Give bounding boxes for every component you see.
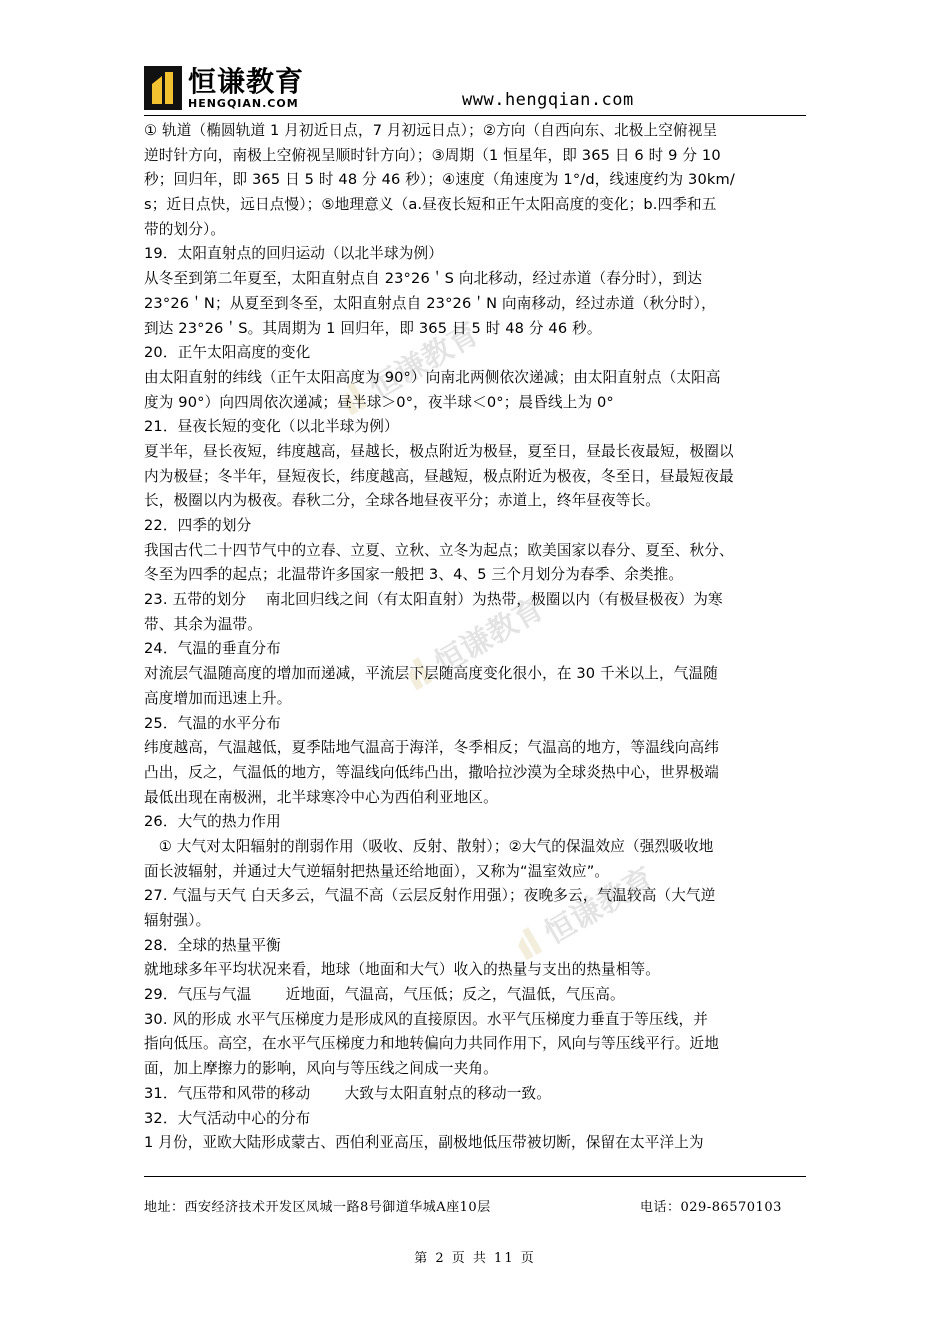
logo-mark-icon [144,66,182,110]
site-url[interactable]: www.hengqian.com [462,90,634,110]
section-heading: 30. 风的形成 水平气压梯度力是形成风的直接原因。水平气压梯度力垂直于等压线，并 [144,1010,709,1028]
page-number: 第 2 页 共 11 页 [414,1251,536,1266]
text-line: 秒；回归年，即 365 日 5 时 48 分 46 秒）；④速度（角速度为 1°/d，线速度约为 30km/ [144,171,735,189]
document-body [144,119,808,1169]
text-line: 凸出，反之，气温低的地方，等温线向低纬凸出，撒哈拉沙漠为全球炎热中心，世界极端 [144,763,720,781]
section-heading: 23. 五带的划分 南北回归线之间（有太阳直射）为热带，极圈以内（有极昼极夜）为寒 [144,591,723,609]
text-line: 23°26＇N；从夏至到冬至，太阳直射点自 23°26＇N 向南移动，经过赤道（秋分时）， [144,294,716,312]
text-line: 1 月份，亚欧大陆形成蒙古、西伯利亚高压，副极地低压带被切断，保留在太平洋上为 [144,1134,704,1152]
text-line: 从冬至到第二年夏至，太阳直射点自 23°26＇S 向北移动，经过赤道（春分时），到达 [144,270,703,288]
text-line: 指向低压。高空，在水平气压梯度力和地转偏向力共同作用下，风向与等压线平行。近地 [144,1035,720,1053]
logo [144,66,344,112]
page-header [144,60,806,116]
text-line: 就地球多年平均状况来看，地球（地面和大气）收入的热量与支出的热量相等。 [144,961,661,979]
text-line: ① 轨道（椭圆轨道 1 月初近日点，7 月初远日点）；②方向（自西向东、北极上空俯视呈 [144,122,718,139]
text-line: 由太阳直射的纬线（正午太阳高度为 90°）向南北两侧依次递减；由太阳直射点（太阳高 [144,368,721,386]
section-heading: 32．大气活动中心的分布 [144,1109,311,1127]
text-line: 长，极圈以内为极夜。春秋二分，全球各地昼夜平分；赤道上，终年昼夜等长。 [144,492,661,510]
logo-english-text: HENGQIAN.COM [188,97,299,110]
footer-phone: 电话：029-86570103 [640,1200,782,1215]
footer-divider [144,1176,806,1177]
text-line: 冬至为四季的起点；北温带许多国家一般把 3、4、5 三个月划分为春季、余类推。 [144,566,684,584]
watermark-text: 恒谦教育 [538,861,661,952]
text-line: s；近日点快，远日点慢）；⑤地理意义（a.昼夜长短和正午太阳高度的变化；b.四季和五 [144,196,717,214]
text-line: 带的划分）。 [144,220,226,238]
section-heading: 26．大气的热力作用 [144,813,281,831]
section-heading: 29．气压与气温 近地面，气温高，气压低；反之，气温低，气压高。 [144,986,625,1004]
watermark-text: 恒谦教育 [363,316,486,407]
text-line: 带、其余为温带。 [144,615,262,633]
text-line: 逆时针方向，南极上空俯视呈顺时针方向）；③周期（1 恒星年，即 365 日 6 时 9 分 10 [144,146,721,164]
text-line: 内为极昼；冬半年，昼短夜长，纬度越高，昼越短，极点附近为极夜，冬至日，昼最短夜最 [144,467,734,485]
text-line: 对流层气温随高度的增加而递减，平流层下层随高度变化很小，在 30 千米以上，气温随 [144,665,718,683]
text-line: 度为 90°）向四周依次递减；昼半球＞0°，夜半球＜0°；晨昏线上为 0° [144,393,614,411]
watermark-text: 恒谦教育 [428,591,551,682]
text-line: ① 大气对太阳辐射的削弱作用（吸收、反射、散射）；②大气的保温效应（强烈吸收地 [144,837,714,855]
text-line: 高度增加而迅速上升。 [144,689,292,707]
section-heading: 28．全球的热量平衡 [144,936,281,954]
text-line: 最低出现在南极洲，北半球寒冷中心为西伯利亚地区。 [144,788,498,806]
section-heading: 21．昼夜长短的变化（以北半球为例） [144,418,399,436]
text-line: 面长波辐射，并通过大气逆辐射把热量还给地面），又称为“温室效应”。 [144,862,610,880]
text-line: 辐射强）。 [144,912,211,929]
section-heading: 25．气温的水平分布 [144,714,281,732]
section-heading: 22．四季的划分 [144,517,252,534]
text-line: 夏半年，昼长夜短，纬度越高，昼越长，极点附近为极昼，夏至日，昼最长夜最短，极圈以 [144,442,734,460]
section-heading: 19．太阳直射点的回归运动（以北半球为例） [144,245,444,263]
section-heading: 27. 气温与天气 白天多云，气温不高（云层反射作用强）；夜晚多云，气温较高（大气逆 [144,887,716,905]
section-heading: 31．气压带和风带的移动 大致与太阳直射点的移动一致。 [144,1084,551,1102]
header-divider [144,115,806,116]
section-heading: 20．正午太阳高度的变化 [144,344,311,362]
text-line: 面，加上摩擦力的影响，风向与等压线之间成一夹角。 [144,1060,498,1078]
footer-address: 地址：西安经济技术开发区凤城一路8号御道华城A座10层 [144,1200,491,1215]
section-heading: 24．气温的垂直分布 [144,640,281,658]
text-line: 纬度越高，气温越低，夏季陆地气温高于海洋，冬季相反；气温高的地方，等温线向高纬 [144,739,720,757]
text-line: 我国古代二十四节气中的立春、立夏、立秋、立冬为起点；欧美国家以春分、夏至、秋分、 [144,541,734,559]
text-line: 到达 23°26＇S。其周期为 1 回归年，即 365 日 5 时 48 分 46 秒。 [144,319,602,337]
logo-chinese-text: 恒谦教育 [188,65,305,98]
